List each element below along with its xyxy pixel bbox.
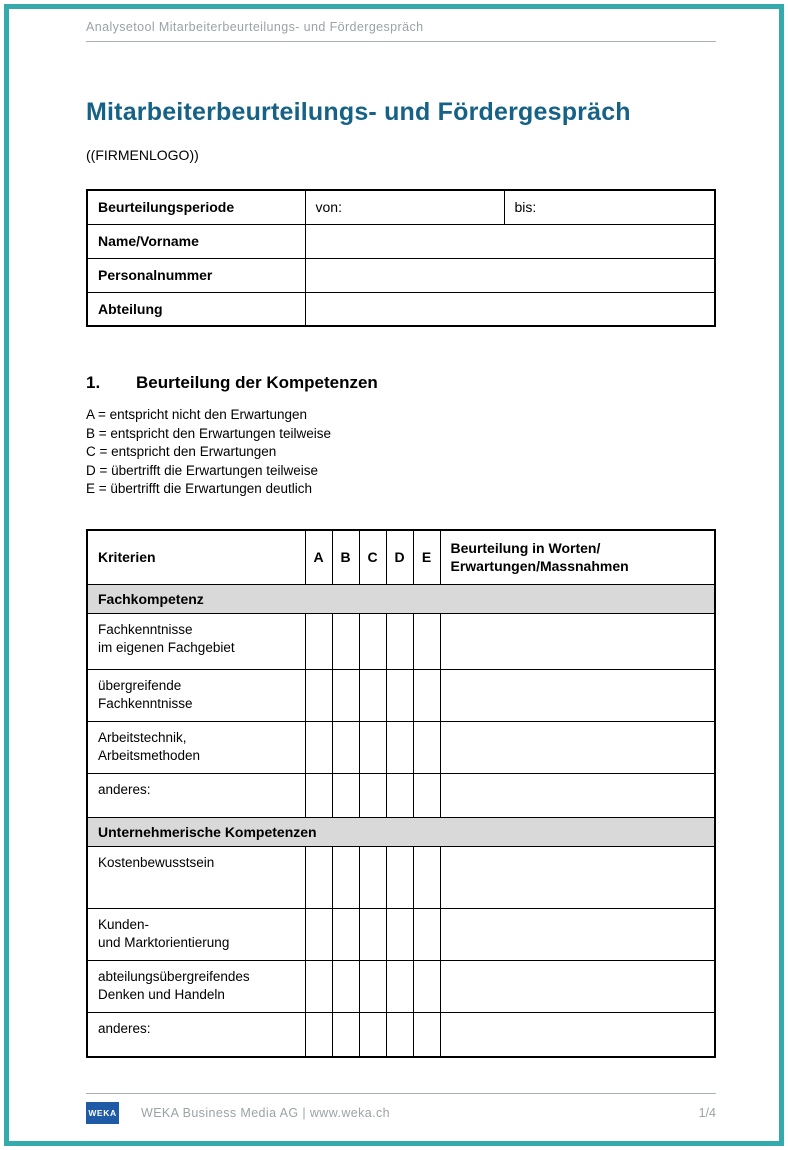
rating-cell-c[interactable] (359, 961, 386, 1013)
rating-cell-b[interactable] (332, 774, 359, 818)
name-label: Name/Vorname (87, 224, 305, 258)
criteria-line1: Kostenbewusstsein (98, 855, 215, 870)
criteria-cell (87, 774, 305, 818)
criteria-line2: im eigenen Fachgebiet (98, 639, 235, 655)
rating-cell-a[interactable] (305, 722, 332, 774)
weka-logo: WEKA (86, 1102, 119, 1124)
criteria-row (87, 909, 715, 961)
legend-item-e: E = übertrifft die Erwartungen deutlich (86, 481, 313, 496)
criteria-line1: anderes: (98, 1021, 151, 1036)
column-header-beurteilung-line2: Erwartungen/Massnahmen (450, 558, 629, 575)
rating-legend (86, 406, 716, 499)
running-header-text: Analysetool Mitarbeiterbeurteilungs- und Fördergespräch (86, 20, 424, 34)
column-header-d: D (386, 530, 413, 585)
criteria-cell (87, 1013, 305, 1057)
from-label: von: (315, 199, 342, 216)
rating-cell-c[interactable] (359, 722, 386, 774)
rating-cell-b[interactable] (332, 722, 359, 774)
rating-cell-a[interactable] (305, 614, 332, 670)
page-footer (86, 1093, 716, 1124)
column-header-a: A (305, 530, 332, 585)
table-header-row (87, 530, 715, 585)
comment-cell[interactable] (440, 1013, 715, 1057)
section-1-title: Beurteilung der Kompetenzen (136, 373, 378, 392)
rating-cell-d[interactable] (386, 847, 413, 909)
rating-cell-e[interactable] (413, 774, 440, 818)
footer-row (86, 1102, 716, 1124)
rating-cell-d[interactable] (386, 909, 413, 961)
rating-cell-e[interactable] (413, 614, 440, 670)
footer-divider (86, 1093, 716, 1094)
employee-info-table (86, 189, 716, 327)
criteria-line1: anderes: (98, 782, 151, 797)
info-row-department (87, 292, 715, 326)
rating-cell-c[interactable] (359, 774, 386, 818)
rating-cell-d[interactable] (386, 722, 413, 774)
rating-cell-d[interactable] (386, 961, 413, 1013)
criteria-line2: und Marktorientierung (98, 934, 230, 950)
company-logo-placeholder: ((FIRMENLOGO)) (86, 147, 199, 163)
page-title: Mitarbeiterbeurteilungs- und Fördergespräch (86, 98, 631, 126)
rating-cell-c[interactable] (359, 847, 386, 909)
rating-cell-c[interactable] (359, 1013, 386, 1057)
comment-cell[interactable] (440, 961, 715, 1013)
rating-cell-e[interactable] (413, 847, 440, 909)
column-header-b: B (332, 530, 359, 585)
rating-cell-e[interactable] (413, 670, 440, 722)
comment-cell[interactable] (440, 847, 715, 909)
legend-item-d: D = übertrifft die Erwartungen teilweise (86, 462, 318, 478)
personnel-number-label: Personalnummer (87, 258, 305, 292)
page-number: 1/4 (698, 1106, 716, 1120)
criteria-cell (87, 614, 305, 670)
rating-cell-a[interactable] (305, 670, 332, 722)
comment-cell[interactable] (440, 909, 715, 961)
rating-cell-c[interactable] (359, 670, 386, 722)
rating-cell-b[interactable] (332, 961, 359, 1013)
rating-cell-a[interactable] (305, 847, 332, 909)
rating-cell-b[interactable] (332, 909, 359, 961)
rating-cell-b[interactable] (332, 847, 359, 909)
rating-cell-c[interactable] (359, 909, 386, 961)
info-row-personnel (87, 258, 715, 292)
competence-rating-table (86, 529, 716, 1058)
rating-cell-d[interactable] (386, 1013, 413, 1057)
criteria-cell (87, 670, 305, 722)
comment-cell[interactable] (440, 670, 715, 722)
rating-cell-b[interactable] (332, 614, 359, 670)
criteria-line2: Arbeitsmethoden (98, 747, 201, 763)
rating-cell-c[interactable] (359, 614, 386, 670)
document-page (86, 0, 716, 1058)
criteria-row (87, 614, 715, 670)
criteria-cell (87, 961, 305, 1013)
column-header-kriterien: Kriterien (87, 530, 305, 585)
criteria-line1: abteilungsübergreifendes (98, 969, 250, 984)
rating-cell-b[interactable] (332, 670, 359, 722)
criteria-row (87, 1013, 715, 1057)
footer-publisher-text: WEKA Business Media AG | www.weka.ch (141, 1106, 390, 1120)
criteria-line1: übergreifende (98, 678, 182, 693)
group-title: Unternehmerische Kompetenzen (87, 818, 715, 847)
period-label: Beurteilungsperiode (87, 190, 305, 224)
criteria-cell (87, 847, 305, 909)
personnel-number-input-cell[interactable] (305, 258, 715, 292)
criteria-line2: Denken und Handeln (98, 986, 225, 1002)
legend-item-b: B = entspricht den Erwartungen teilweise (86, 425, 332, 441)
group-row-fachkompetenz (87, 585, 715, 614)
running-header (86, 20, 716, 34)
to-label: bis: (514, 199, 537, 216)
criteria-row (87, 961, 715, 1013)
rating-cell-a[interactable] (305, 961, 332, 1013)
rating-cell-a[interactable] (305, 774, 332, 818)
rating-cell-b[interactable] (332, 1013, 359, 1057)
criteria-row (87, 722, 715, 774)
criteria-line1: Kunden- (98, 917, 150, 932)
name-input-cell[interactable] (305, 224, 715, 258)
criteria-row (87, 670, 715, 722)
rating-cell-a[interactable] (305, 909, 332, 961)
column-header-e: E (413, 530, 440, 585)
rating-cell-d[interactable] (386, 614, 413, 670)
comment-cell[interactable] (440, 722, 715, 774)
rating-cell-e[interactable] (413, 1013, 440, 1057)
section-1-number: 1. (86, 373, 101, 392)
column-header-beurteilung-line1: Beurteilung in Worten/ (450, 540, 601, 557)
rating-cell-e[interactable] (413, 961, 440, 1013)
column-header-c: C (359, 530, 386, 585)
info-row-name (87, 224, 715, 258)
period-to-cell[interactable] (504, 190, 715, 224)
rating-cell-a[interactable] (305, 1013, 332, 1057)
header-divider (86, 41, 716, 42)
department-label: Abteilung (87, 292, 305, 326)
criteria-line2: Fachkenntnisse (98, 695, 193, 711)
department-input-cell[interactable] (305, 292, 715, 326)
info-row-period (87, 190, 715, 224)
legend-item-c: C = entspricht den Erwartungen (86, 444, 277, 459)
criteria-line1: Fachkenntnisse (98, 622, 193, 637)
rating-cell-d[interactable] (386, 774, 413, 818)
group-title: Fachkompetenz (87, 585, 715, 614)
criteria-cell (87, 909, 305, 961)
period-from-cell[interactable] (305, 190, 504, 224)
comment-cell[interactable] (440, 774, 715, 818)
section-1-heading (86, 373, 716, 393)
rating-cell-d[interactable] (386, 670, 413, 722)
rating-cell-e[interactable] (413, 722, 440, 774)
column-header-beurteilung (440, 530, 715, 585)
criteria-line1: Arbeitstechnik, (98, 730, 187, 745)
group-row-unternehmerische-kompetenzen (87, 818, 715, 847)
rating-cell-e[interactable] (413, 909, 440, 961)
criteria-row (87, 774, 715, 818)
comment-cell[interactable] (440, 614, 715, 670)
legend-item-a: A = entspricht nicht den Erwartungen (86, 407, 308, 422)
criteria-cell (87, 722, 305, 774)
criteria-row (87, 847, 715, 909)
